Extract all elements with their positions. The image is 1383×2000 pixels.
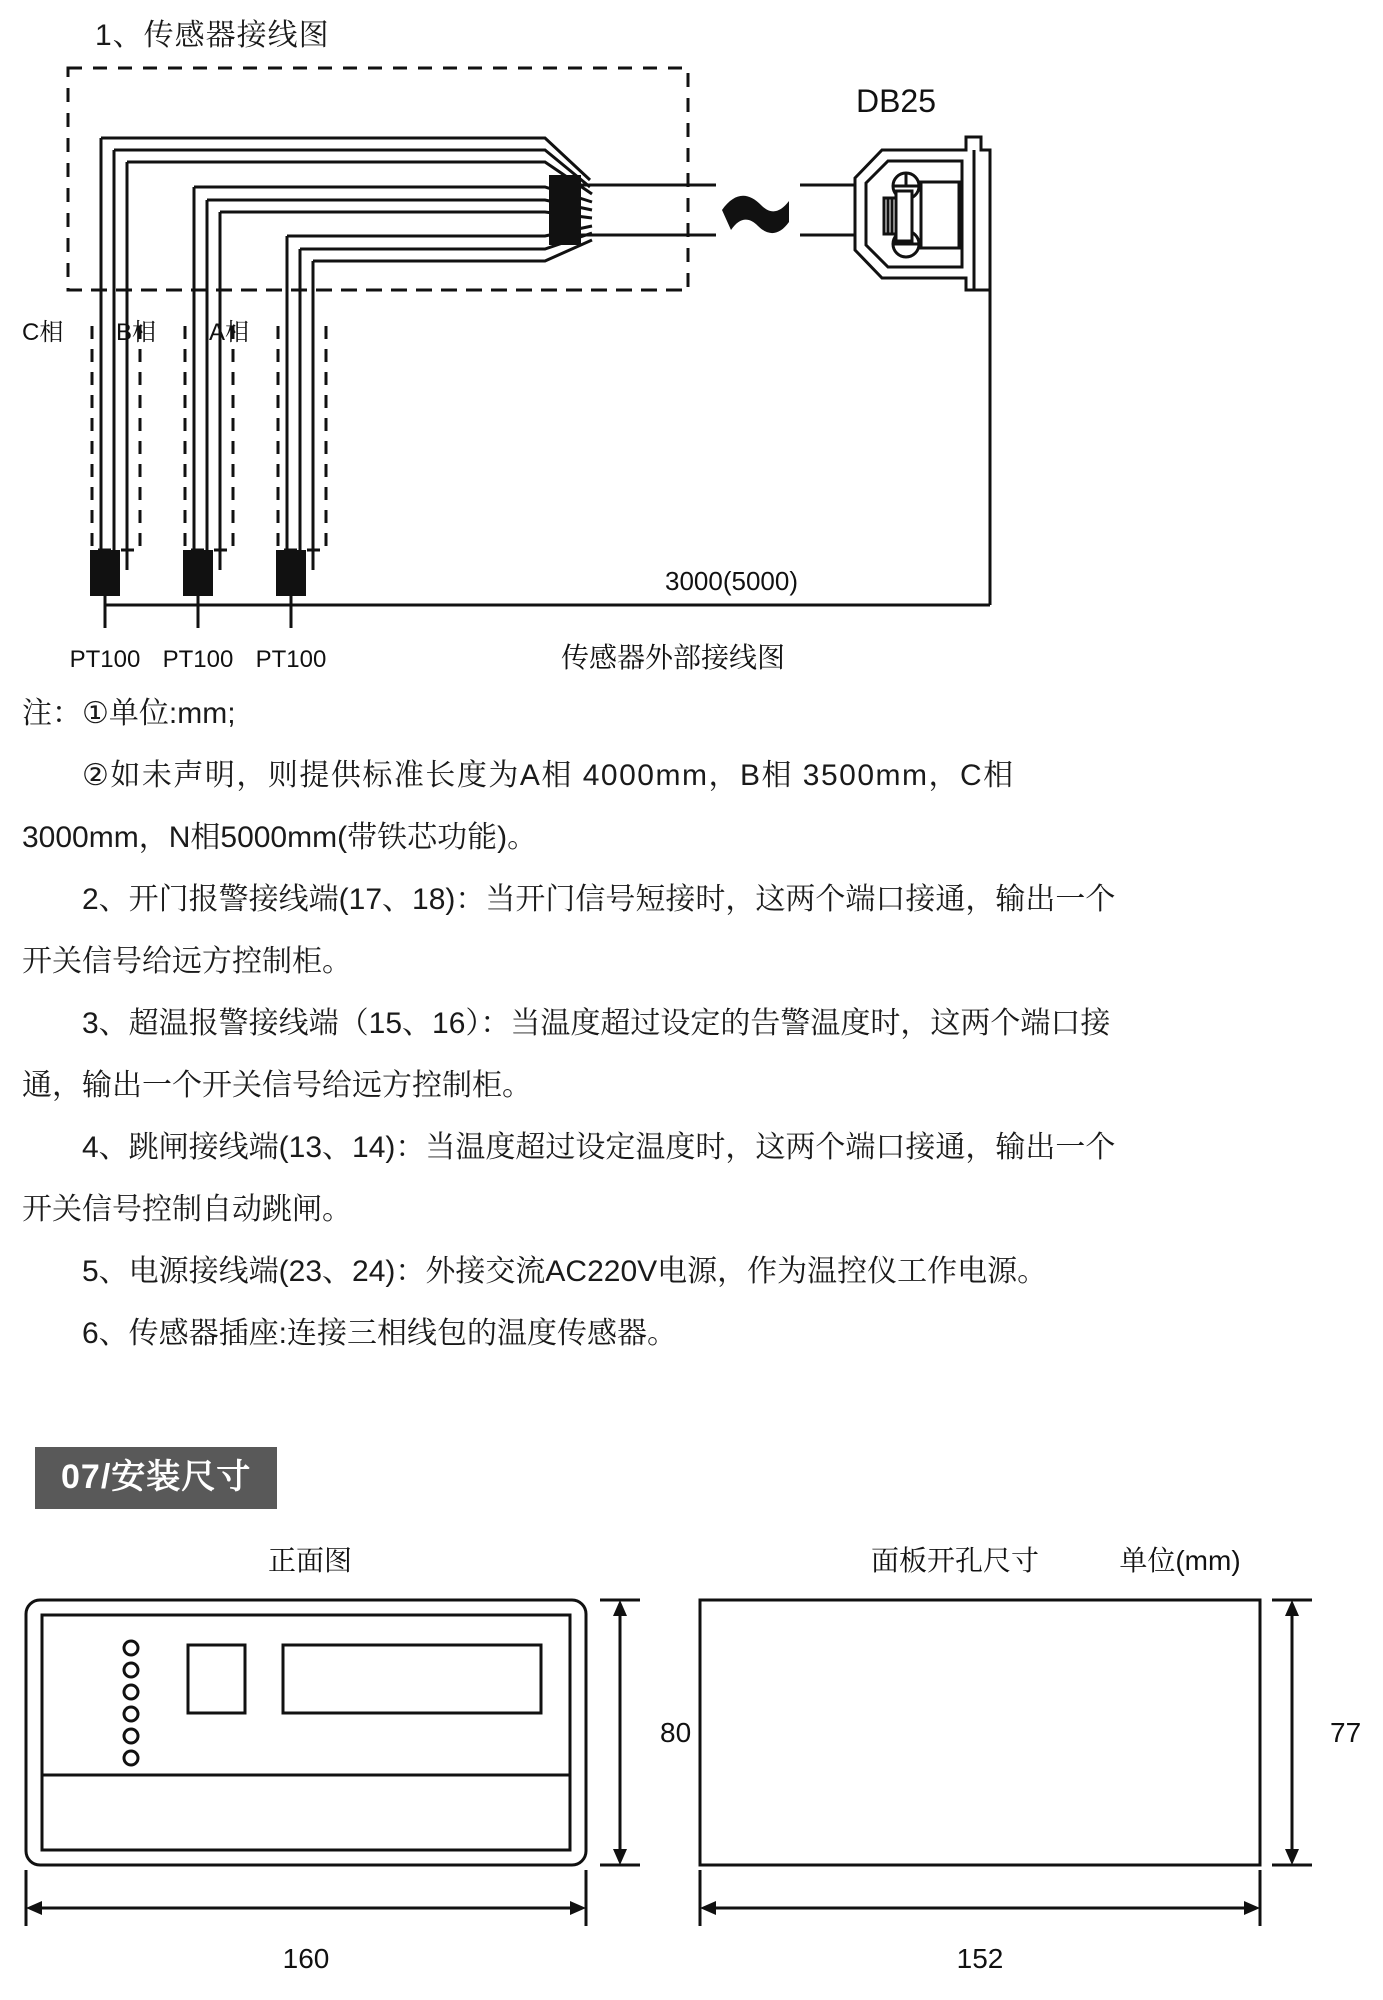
pt100-label-a: PT100 — [255, 646, 327, 673]
note-line-2: 3000mm，N相5000mm(带铁芯功能)。 — [22, 821, 538, 854]
front-view-height-arrow-bottom — [613, 1849, 627, 1865]
note-line-5: 3、超温报警接线端（15、16）：当温度超过设定的告警温度时，这两个端口接 — [82, 1007, 1111, 1040]
dimensions-svg — [0, 1540, 1383, 2000]
panel-height-arrow-top — [1285, 1600, 1299, 1616]
panel-width-arrow-left — [700, 1901, 716, 1915]
note-line-0: 注：①单位:mm; — [22, 697, 236, 730]
cable-b-inner — [207, 200, 592, 210]
phase-sleeve-a — [278, 326, 326, 550]
dashed-enclosure-top — [68, 68, 688, 290]
phase-sleeve-b — [185, 326, 233, 550]
cable-junction-sleeve — [549, 175, 581, 245]
note-line-1: ②如未声明，则提供标准长度为A相 4000mm，B相 3500mm，C相 — [82, 759, 1015, 792]
panel-cutout-height-value: 77 — [1330, 1717, 1362, 1748]
front-view-width-value: 160 — [282, 1943, 330, 1974]
sensor-wiring-diagram — [0, 50, 1383, 673]
cable-b-inner2 — [220, 212, 592, 218]
panel-width-arrow-right — [1244, 1901, 1260, 1915]
note-line-9: 5、电源接线端(23、24)：外接交流AC220V电源，作为温控仪工作电源。 — [82, 1255, 1048, 1288]
section-1-title: 1、传感器接线图 — [95, 19, 330, 52]
pt100-label-c: PT100 — [69, 646, 141, 673]
tilde-break-icon — [722, 196, 789, 233]
panel-cutout-title: 面板开孔尺寸 — [870, 1545, 1040, 1576]
phase-label-a: A相 — [209, 319, 250, 346]
note-line-6: 通，输出一个开关信号给远方控制柜。 — [22, 1069, 532, 1102]
cable-c-outer — [101, 138, 590, 180]
wiring-diagram-svg — [0, 50, 1383, 673]
panel-cutout-rect — [700, 1600, 1260, 1865]
pt100-label-b: PT100 — [162, 646, 234, 673]
front-view-display-window — [283, 1645, 541, 1713]
panel-height-arrow-bottom — [1285, 1849, 1299, 1865]
unit-label: 单位(mm) — [1119, 1545, 1241, 1576]
front-view-keypad-window — [188, 1645, 245, 1713]
diagram-caption: 传感器外部接线图 — [560, 642, 786, 673]
db25-pin-block-mid — [896, 191, 912, 241]
front-view-width-arrow-left — [26, 1901, 42, 1915]
cable-length-label: 3000(5000) — [665, 566, 798, 596]
note-line-10: 6、传感器插座:连接三相线包的温度传感器。 — [82, 1317, 678, 1350]
note-line-3: 2、开门报警接线端(17、18)：当开门信号短接时，这两个端口接通，输出一个 — [82, 883, 1116, 916]
cable-c-inner2 — [127, 162, 592, 194]
note-line-4: 开关信号给远方控制柜。 — [22, 945, 352, 978]
phase-label-b: B相 — [116, 319, 157, 346]
phase-label-c: C相 — [22, 319, 64, 346]
front-view-width-arrow-right — [570, 1901, 586, 1915]
cable-c-inner — [114, 150, 590, 187]
installation-dimension-drawings — [0, 1540, 1383, 2000]
note-line-7: 4、跳闸接线端(13、14)：当温度超过设定温度时，这两个端口接通，输出一个 — [82, 1131, 1116, 1164]
phase-sleeve-c — [92, 326, 140, 550]
front-view-height-value: 80 — [660, 1717, 692, 1748]
notes-block — [0, 683, 1383, 1365]
front-view-title: 正面图 — [267, 1545, 353, 1576]
db25-shield-plate — [921, 182, 959, 248]
panel-cutout-width-value: 152 — [956, 1943, 1004, 1974]
note-line-8: 开关信号控制自动跳闸。 — [22, 1193, 352, 1226]
front-view-height-arrow-top — [613, 1600, 627, 1616]
cable-a-outer — [287, 226, 592, 236]
db25-label: DB25 — [855, 83, 937, 119]
db25-pin-block-outer — [884, 198, 896, 234]
section-7-badge: 07/安装尺寸 — [35, 1447, 277, 1509]
